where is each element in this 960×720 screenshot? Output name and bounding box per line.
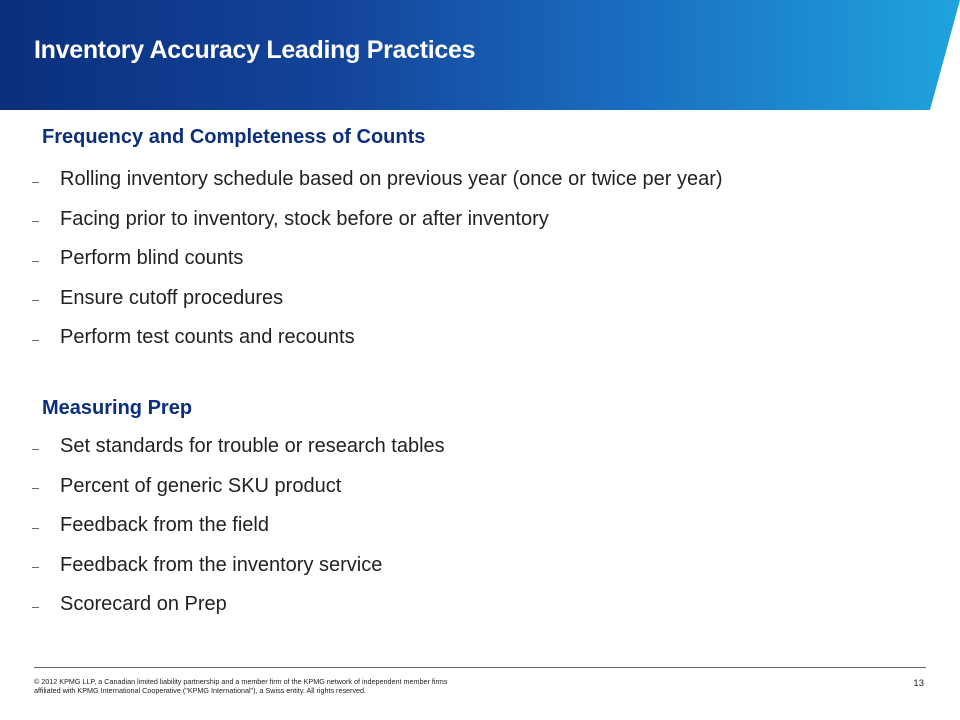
list-item-text: Perform blind counts [60, 247, 244, 270]
list-item-text: Perform test counts and recounts [60, 326, 355, 349]
list-item [32, 585, 445, 625]
list-item-text: Ensure cutoff procedures [60, 286, 284, 309]
footer-divider [34, 667, 926, 668]
page-number: 13 [913, 678, 924, 689]
list-item [32, 427, 445, 467]
list-item-text: Feedback from the field [60, 514, 269, 537]
dash-bullet-icon [32, 528, 39, 529]
list-item-text: Scorecard on Prep [60, 593, 227, 616]
list-item [32, 467, 445, 507]
list-item-text: Rolling inventory schedule based on previous year (once or twice per year) [60, 168, 723, 191]
list-item [32, 200, 723, 240]
list-item-text: Facing prior to inventory, stock before or after inventory [60, 207, 549, 230]
dash-bullet-icon [32, 567, 39, 568]
list-item [32, 546, 445, 586]
dash-bullet-icon [32, 261, 39, 262]
list-item [32, 279, 723, 319]
list-item [32, 506, 445, 546]
dash-bullet-icon [32, 300, 39, 301]
list-item-text: Feedback from the inventory service [60, 553, 383, 576]
list-item [32, 160, 723, 200]
section-heading-measuring-prep: Measuring Prep [42, 397, 193, 419]
dash-bullet-icon [32, 340, 39, 341]
bullet-list-frequency [32, 160, 723, 358]
dash-bullet-icon [32, 607, 39, 608]
dash-bullet-icon [32, 449, 39, 450]
copyright-line: © 2012 KPMG LLP, a Canadian limited liability partnership and a member firm of the KPMG network of independent member firms [34, 677, 448, 686]
list-item-text: Set standards for trouble or research tables [60, 435, 445, 458]
copyright-line: affiliated with KPMG International Cooperative ("KPMG International"), a Swiss entity. All rights reserved. [34, 686, 367, 695]
bullet-list-measuring-prep [32, 427, 445, 625]
dash-bullet-icon [32, 221, 39, 222]
dash-bullet-icon [32, 182, 39, 183]
list-item [32, 318, 723, 358]
copyright-notice [34, 677, 554, 695]
list-item-text: Percent of generic SKU product [60, 474, 342, 497]
slide-title: Inventory Accuracy Leading Practices [34, 36, 476, 64]
dash-bullet-icon [32, 488, 39, 489]
list-item [32, 239, 723, 279]
section-heading-frequency: Frequency and Completeness of Counts [42, 126, 426, 148]
